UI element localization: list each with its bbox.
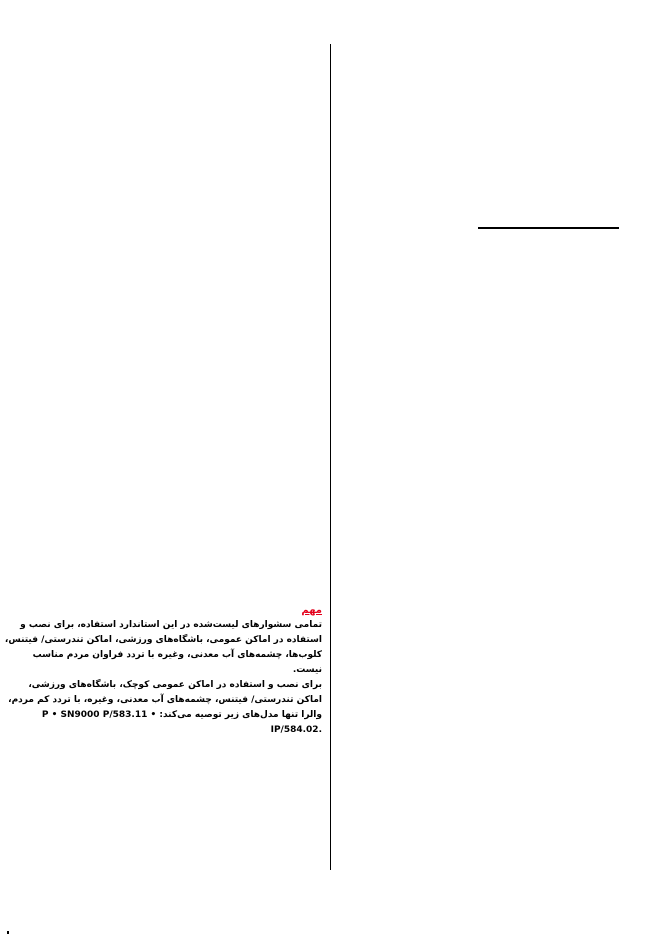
important-notice	[4, 604, 322, 738]
notice-line: نیست.	[292, 665, 322, 675]
notice-line: کلوب‌ها، چشمه‌های آب معدنی، وغیره با تردد فراوان مردم مناسب	[32, 650, 322, 660]
notice-line: استفاده در اماکن عمومی، باشگاه‌های ورزشی، اماکن تندرستی/ فیتنس،	[4, 635, 322, 645]
notice-line: تمامی سشوارهای لیست‌شده در این استاندارد استفاده، برای نصب و	[20, 620, 322, 630]
notice-title: مهم	[301, 605, 322, 616]
notice-line: اماکن تندرستی/ فیتنس، چشمه‌های آب معدنی، وغیره، با تردد کم مردم،	[8, 695, 322, 705]
page-corner-mark	[7, 931, 9, 934]
horizontal-rule	[478, 227, 619, 229]
column-divider	[330, 44, 331, 870]
notice-line: والرا تنها مدل‌های زیر توصیه می‌کند: • 583.11/P • SN9000 P	[41, 710, 322, 720]
notice-line: برای نصب و استفاده در اماکن عمومی کوچک، باشگاه‌های ورزشی،	[28, 680, 322, 690]
notice-line: .584.02/IP	[270, 725, 322, 735]
